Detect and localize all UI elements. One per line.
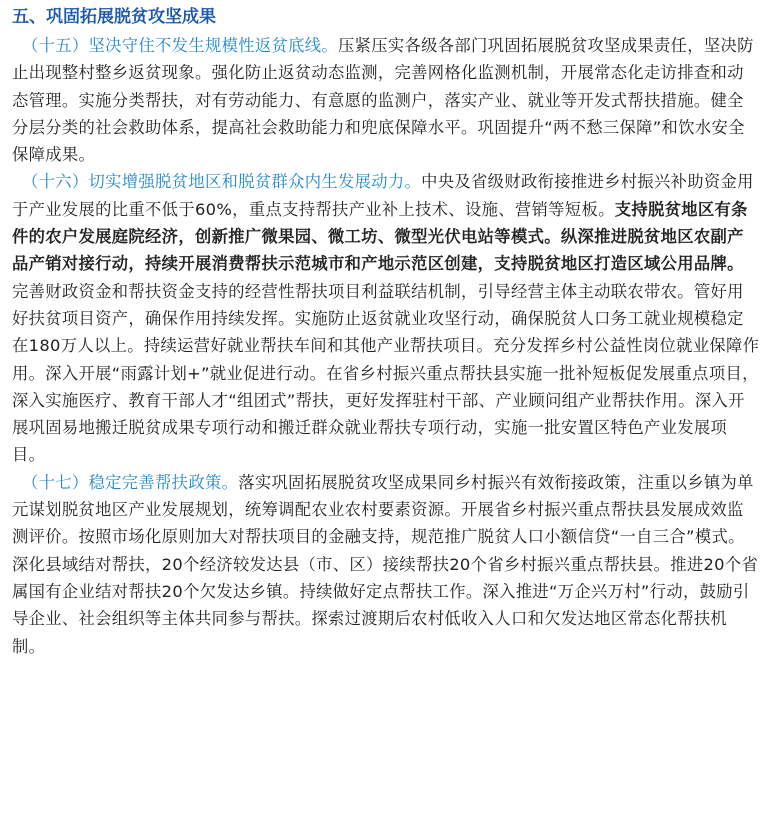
paragraph-text: 中央及省级财政衔接推进乡村振兴补助资金用于产业发展的比重不低于60%，重点支持帮扶产业补上技术、设施、营销等短板。 xyxy=(12,172,754,219)
paragraph-heading: （十六）切实增强脱贫地区和脱贫群众内生发展动力。 xyxy=(22,172,422,192)
paragraph-bold-text: 支持脱贫地区有条件的农户发展庭院经济，创新推广微果园、微工坊、微型光伏电站等模式。纵深推进脱贫地区农副产品产销对接行动，持续开展消费帮扶示范城市和产地示范区创建，支持脱贫地区打造区域公用品牌。 xyxy=(12,199,748,274)
paragraph-17 xyxy=(12,469,760,660)
paragraph-15 xyxy=(12,32,760,168)
paragraph-text: 落实巩固拓展脱贫攻坚成果同乡村振兴有效衔接政策，注重以乡镇为单元谋划脱贫地区产业发展规划，统筹调配农业农村要素资源。开展省乡村振兴重点帮扶县发展成效监测评价。按照市场化原则加大对帮扶项目的金融支持，规范推广脱贫人口小额信贷“一自三合”模式。深化县域结对帮扶，20个经济较发达县（市、区）接续帮扶20个省乡村振兴重点帮扶县。推进20个省属国有企业结对帮扶20个欠发达乡镇。持续做好定点帮扶工作。深入推进“万企兴万村”行动，鼓励引导企业、社会组织等主体共同参与帮扶。探索过渡期后农村低收入人口和欠发达地区常态化帮扶机制。 xyxy=(12,472,759,656)
paragraph-16 xyxy=(12,168,760,468)
paragraph-heading: （十七）稳定完善帮扶政策。 xyxy=(22,472,239,492)
paragraph-text: 压紧压实各级各部门巩固拓展脱贫攻坚成果责任，坚决防止出现整村整乡返贫现象。强化防止返贫动态监测，完善网格化监测机制，开展常态化走访排查和动态管理。实施分类帮扶，对有劳动能力、有意愿的监测户，落实产业、就业等开发式帮扶措施。健全分层分类的社会救助体系，提高社会救助能力和兜底保障水平。巩固提升“两不愁三保障”和饮水安全保障成果。 xyxy=(12,36,754,165)
paragraph-text: 完善财政资金和帮扶资金支持的经营性帮扶项目利益联结机制，引导经营主体主动联农带农。管好用好扶贫项目资产，确保作用持续发挥。实施防止返贫就业攻坚行动，确保脱贫人口务工就业规模稳定在180万人以上。持续运营好就业帮扶车间和其他产业帮扶项目。充分发挥乡村公益性岗位就业保障作用。深入开展“雨露计划+”就业促进行动。在省乡村振兴重点帮扶县实施一批补短板促发展重点项目，深入实施医疗、教育干部人才“组团式”帮扶，更好发挥驻村干部、产业顾问组产业帮扶作用。深入开展巩固易地搬迁脱贫成果专项行动和搬迁群众就业帮扶专项行动，实施一批安置区特色产业发展项目。 xyxy=(12,281,760,465)
section-title: 五、巩固拓展脱贫攻坚成果 xyxy=(12,7,216,27)
paragraph-heading: （十五）坚决守住不发生规模性返贫底线。 xyxy=(22,36,338,55)
